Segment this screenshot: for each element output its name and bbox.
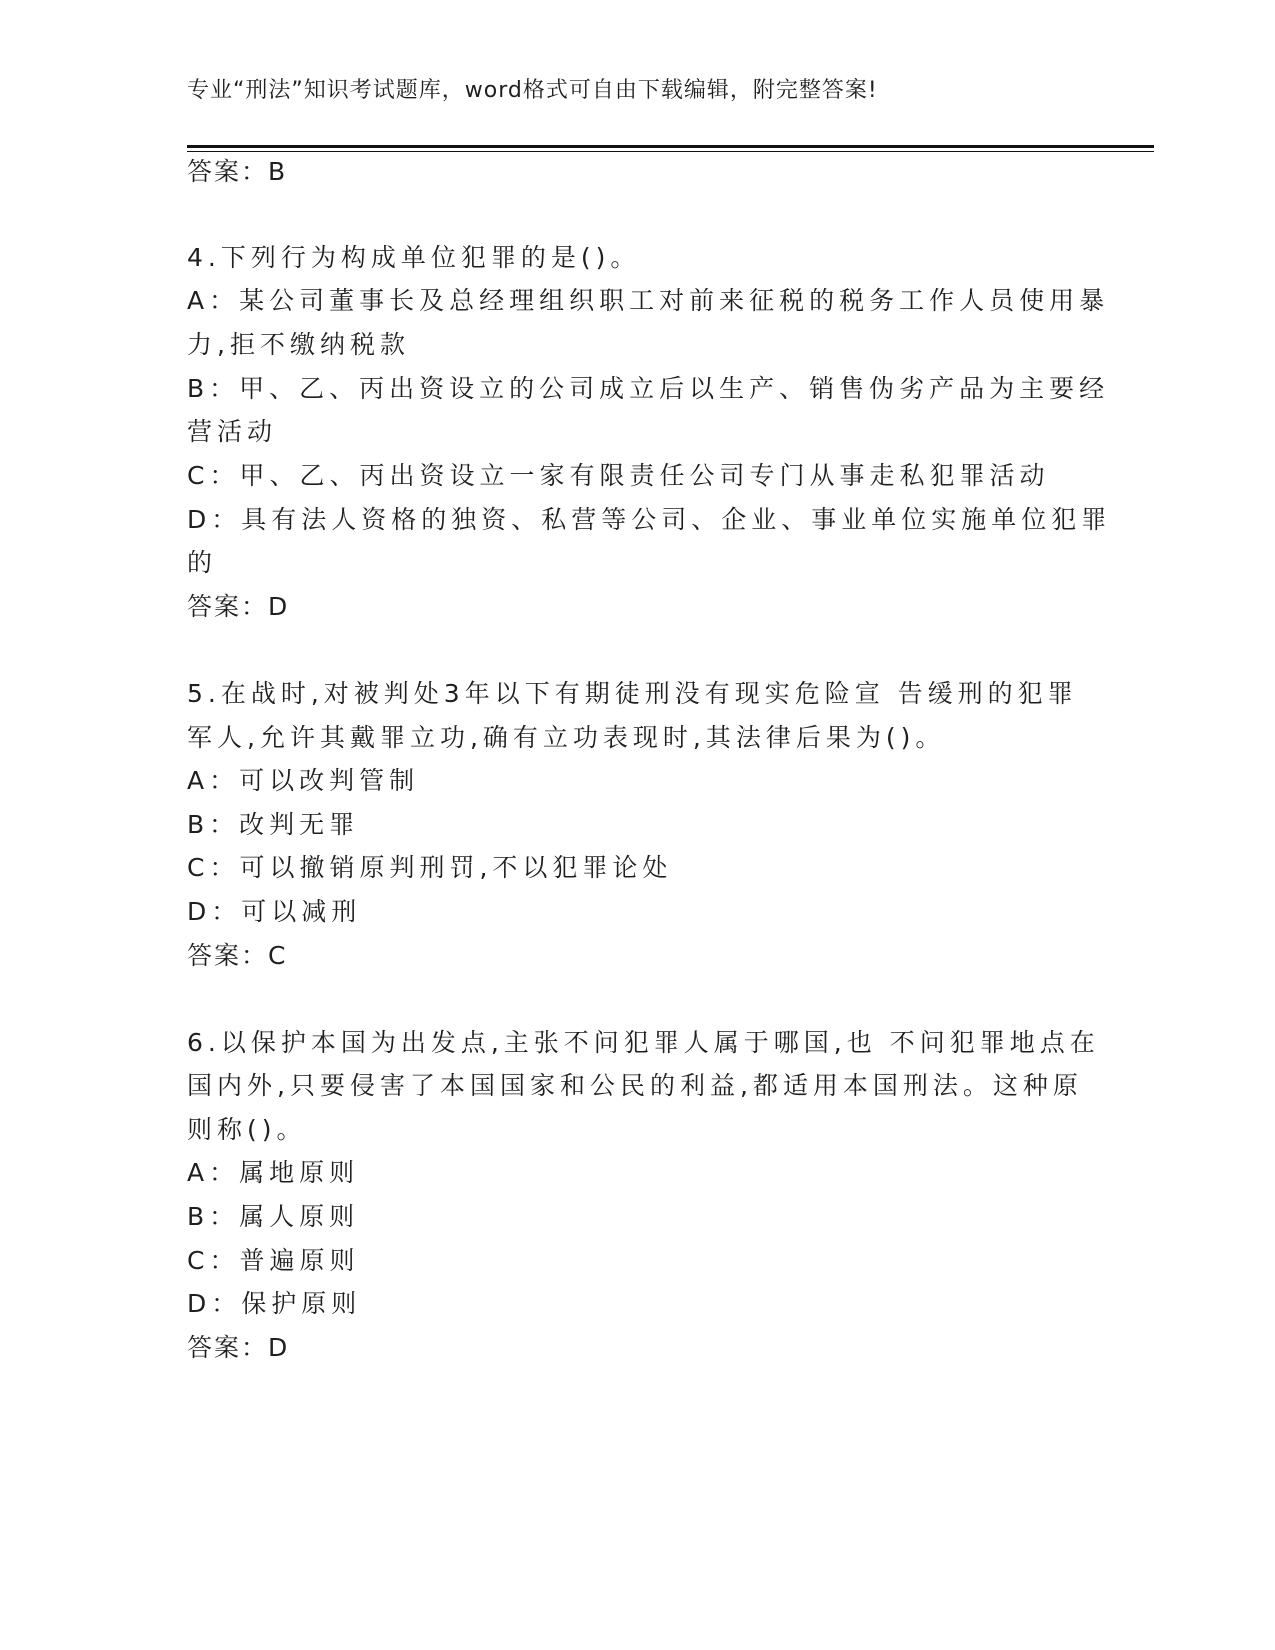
question-4-option-d-line-1: D：具有法人资格的独资、私营等公司、企业、事业单位实施单位犯罪 xyxy=(187,505,1112,534)
question-4-option-a-line-2: 力,拒不缴纳税款 xyxy=(187,330,410,359)
question-4-option-d-line-2: 的 xyxy=(187,548,218,577)
question-6-option-b: B：属人原则 xyxy=(187,1202,360,1231)
question-6-option-a: A：属地原则 xyxy=(187,1158,360,1187)
question-6-stem-line-3: 则称()。 xyxy=(187,1115,307,1144)
question-6-option-d: D：保护原则 xyxy=(187,1289,362,1318)
question-5-answer: 答案：C xyxy=(187,941,288,970)
question-6-stem-line-2: 国内外,只要侵害了本国国家和公民的利益,都适用本国刑法。这种原 xyxy=(187,1071,1083,1100)
question-5-option-b: B：改判无罪 xyxy=(187,810,360,839)
question-4-option-c-line-1: C：甲、乙、丙出资设立一家有限责任公司专门从事走私犯罪活动 xyxy=(187,461,1050,490)
question-4-answer: 答案：D xyxy=(187,592,290,621)
question-6-option-c: C：普遍原则 xyxy=(187,1246,360,1275)
question-4-option-b-line-2: 营活动 xyxy=(187,417,278,446)
page-header: 专业“刑法”知识考试题库，word格式可自由下载编辑，附完整答案! xyxy=(187,78,878,103)
question-5-stem-line-1: 5.在战时,对被判处3年以下有期徒刑没有现实危险宣 告缓刑的犯罪 xyxy=(187,679,1078,708)
question-5-option-c: C：可以撤销原判刑罚,不以犯罪论处 xyxy=(187,853,673,882)
question-5-option-d: D：可以减刑 xyxy=(187,897,362,926)
header-rule-thin xyxy=(187,151,1154,152)
question-5-option-a: A：可以改判管制 xyxy=(187,766,420,795)
question-4-option-a-line-1: A：某公司董事长及总经理组织职工对前来征税的税务工作人员使用暴 xyxy=(187,286,1110,315)
answer-previous: 答案：B xyxy=(187,157,288,186)
question-6-stem-line-1: 6.以保护本国为出发点,主张不问犯罪人属于哪国,也 不问犯罪地点在 xyxy=(187,1028,1100,1057)
header-rule-thick xyxy=(187,145,1154,148)
question-5-stem-line-2: 军人,允许其戴罪立功,确有立功表现时,其法律后果为()。 xyxy=(187,723,946,752)
question-6-answer: 答案：D xyxy=(187,1333,290,1362)
question-4-option-b-line-1: B：甲、乙、丙出资设立的公司成立后以生产、销售伪劣产品为主要经 xyxy=(187,374,1110,403)
question-4-stem-line-1: 4.下列行为构成单位犯罪的是()。 xyxy=(187,243,641,272)
